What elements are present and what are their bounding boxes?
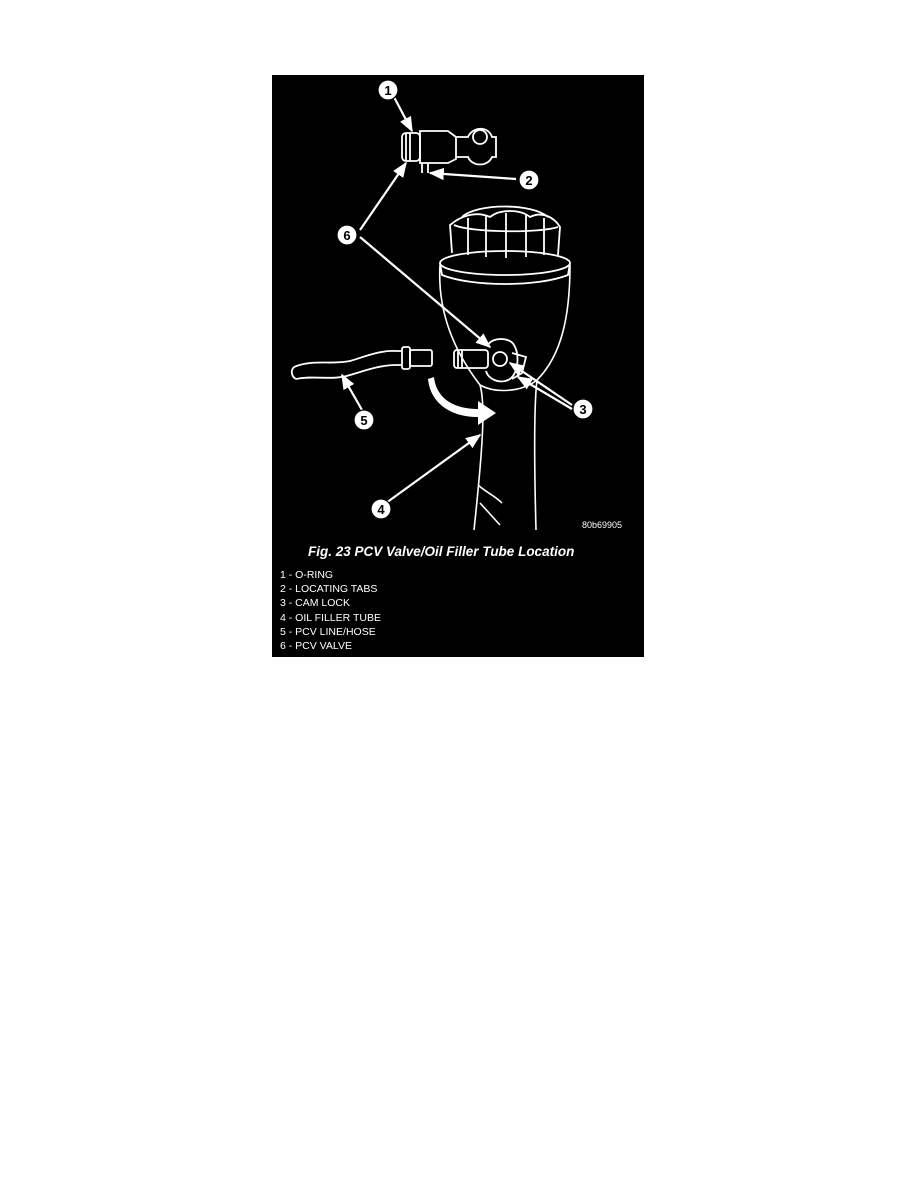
callout-6 bbox=[337, 225, 357, 245]
legend-item: 5 - PCV LINE/HOSE bbox=[280, 625, 376, 638]
figure-panel bbox=[272, 75, 644, 657]
legend-list bbox=[280, 568, 381, 653]
oil-filler-cap bbox=[440, 207, 570, 285]
callout-4 bbox=[371, 499, 391, 519]
pcv-diagram bbox=[272, 75, 644, 545]
svg-text:5: 5 bbox=[360, 413, 368, 428]
svg-text:6: 6 bbox=[343, 228, 351, 243]
legend-item: 1 - O-RING bbox=[280, 569, 334, 581]
installed-pcv-valve bbox=[454, 339, 526, 381]
legend-item: 3 - CAM LOCK bbox=[280, 597, 351, 610]
svg-text:2: 2 bbox=[525, 173, 533, 188]
legend-item: 2 - LOCATING TABS bbox=[280, 583, 378, 596]
rotation-arrow-icon bbox=[428, 377, 496, 425]
svg-text:4: 4 bbox=[377, 502, 385, 517]
pcv-hose bbox=[292, 347, 432, 379]
svg-text:1: 1 bbox=[384, 83, 392, 98]
svg-text:3: 3 bbox=[579, 402, 587, 417]
legend-item: 6 - PCV VALVE bbox=[280, 640, 352, 653]
callout-2 bbox=[519, 170, 539, 190]
callout-1 bbox=[378, 80, 398, 100]
figure-caption: Fig. 23 PCV Valve/Oil Filler Tube Location bbox=[308, 544, 575, 559]
image-code: 80b69905 bbox=[581, 520, 622, 530]
exploded-pcv-valve bbox=[402, 129, 496, 173]
callout-5 bbox=[354, 410, 374, 430]
callout-3 bbox=[573, 399, 593, 419]
legend-item: 4 - OIL FILLER TUBE bbox=[280, 611, 381, 624]
